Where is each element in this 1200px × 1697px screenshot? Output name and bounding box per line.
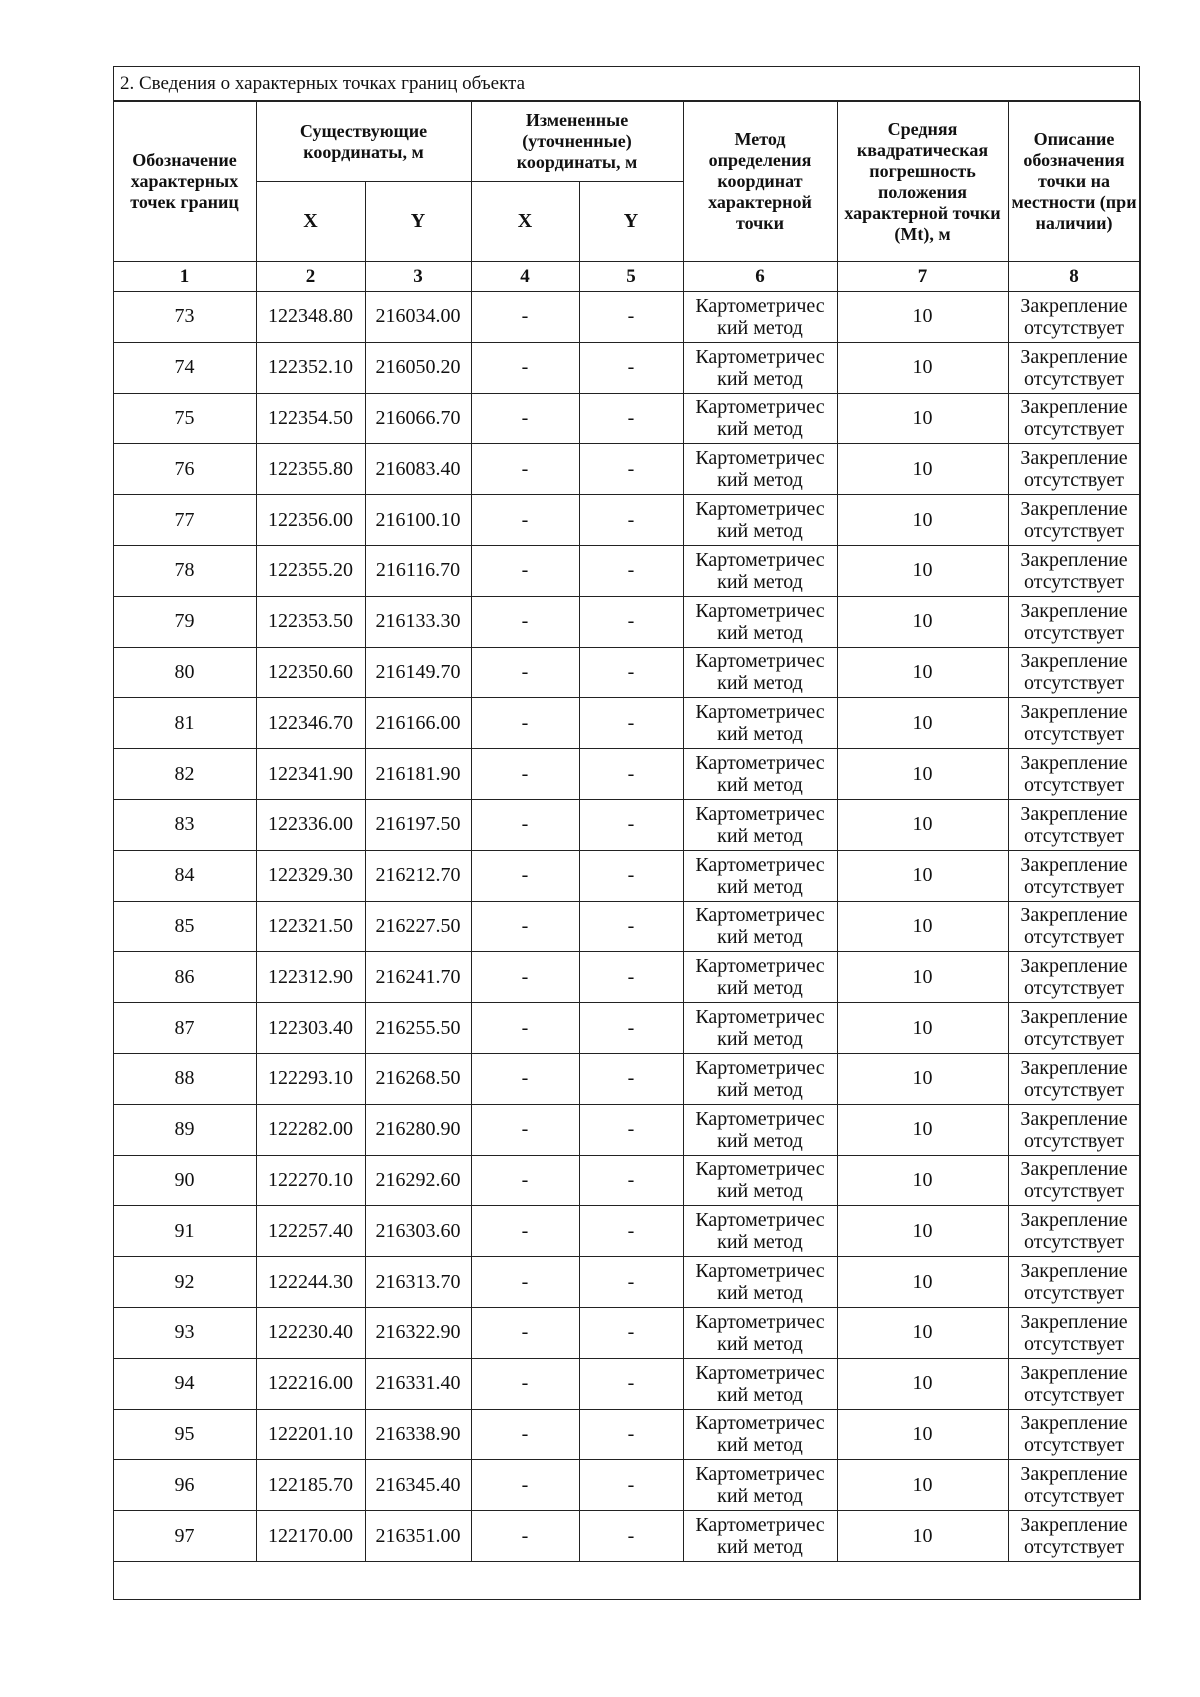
existing-x-cell: 122270.10	[256, 1155, 365, 1206]
changed-y-cell: -	[579, 698, 683, 749]
point-id-cell: 94	[113, 1358, 256, 1409]
error-cell: 10	[837, 698, 1008, 749]
method-cell: Картометричес кий метод	[683, 596, 837, 647]
existing-x-cell: 122216.00	[256, 1358, 365, 1409]
error-cell: 10	[837, 749, 1008, 800]
changed-x-cell: -	[471, 901, 579, 952]
table-row	[113, 1460, 1140, 1511]
existing-x-cell: 122329.30	[256, 850, 365, 901]
table-row	[113, 749, 1140, 800]
changed-x-cell: -	[471, 1511, 579, 1562]
description-cell: Закрепление отсутствует	[1008, 1358, 1140, 1409]
description-cell: Закрепление отсутствует	[1008, 292, 1140, 343]
changed-x-cell: -	[471, 850, 579, 901]
table-row	[113, 1003, 1140, 1054]
existing-y-cell: 216322.90	[365, 1307, 471, 1358]
error-cell: 10	[837, 952, 1008, 1003]
changed-x-cell: -	[471, 342, 579, 393]
description-cell: Закрепление отсутствует	[1008, 901, 1140, 952]
point-id-cell: 89	[113, 1104, 256, 1155]
existing-y-cell: 216066.70	[365, 393, 471, 444]
point-id-cell: 83	[113, 799, 256, 850]
method-cell: Картометричес кий метод	[683, 1104, 837, 1155]
point-id-cell: 92	[113, 1257, 256, 1308]
changed-y-cell: -	[579, 495, 683, 546]
existing-y-cell: 216034.00	[365, 292, 471, 343]
changed-x-cell: -	[471, 1257, 579, 1308]
column-numbers-row	[113, 262, 1140, 292]
point-id-cell: 74	[113, 342, 256, 393]
header-existing-y: Y	[365, 182, 471, 262]
existing-y-cell: 216227.50	[365, 901, 471, 952]
existing-x-cell: 122354.50	[256, 393, 365, 444]
table-row	[113, 1053, 1140, 1104]
changed-y-cell: -	[579, 952, 683, 1003]
table-row	[113, 1358, 1140, 1409]
existing-y-cell: 216303.60	[365, 1206, 471, 1257]
description-cell: Закрепление отсутствует	[1008, 1053, 1140, 1104]
changed-y-cell: -	[579, 799, 683, 850]
changed-x-cell: -	[471, 1358, 579, 1409]
description-cell: Закрепление отсутствует	[1008, 1257, 1140, 1308]
existing-x-cell: 122356.00	[256, 495, 365, 546]
existing-x-cell: 122293.10	[256, 1053, 365, 1104]
method-cell: Картометричес кий метод	[683, 545, 837, 596]
error-cell: 10	[837, 1104, 1008, 1155]
existing-y-cell: 216149.70	[365, 647, 471, 698]
error-cell: 10	[837, 1003, 1008, 1054]
point-id-cell: 73	[113, 292, 256, 343]
error-cell: 10	[837, 1511, 1008, 1562]
description-cell: Закрепление отсутствует	[1008, 1307, 1140, 1358]
existing-y-cell: 216166.00	[365, 698, 471, 749]
description-cell: Закрепление отсутствует	[1008, 850, 1140, 901]
section-title: 2. Сведения о характерных точках границ объекта	[114, 67, 1139, 101]
description-cell: Закрепление отсутствует	[1008, 342, 1140, 393]
existing-y-cell: 216181.90	[365, 749, 471, 800]
changed-y-cell: -	[579, 1003, 683, 1054]
changed-y-cell: -	[579, 1155, 683, 1206]
method-cell: Картометричес кий метод	[683, 393, 837, 444]
error-cell: 10	[837, 1206, 1008, 1257]
existing-x-cell: 122312.90	[256, 952, 365, 1003]
point-id-cell: 91	[113, 1206, 256, 1257]
method-cell: Картометричес кий метод	[683, 1053, 837, 1104]
error-cell: 10	[837, 799, 1008, 850]
description-cell: Закрепление отсутствует	[1008, 393, 1140, 444]
existing-y-cell: 216345.40	[365, 1460, 471, 1511]
description-cell: Закрепление отсутствует	[1008, 952, 1140, 1003]
description-cell: Закрепление отсутствует	[1008, 749, 1140, 800]
method-cell: Картометричес кий метод	[683, 495, 837, 546]
document-sheet	[113, 66, 1140, 1600]
error-cell: 10	[837, 1257, 1008, 1308]
table-row	[113, 596, 1140, 647]
point-id-cell: 97	[113, 1511, 256, 1562]
changed-x-cell: -	[471, 1460, 579, 1511]
method-cell: Картометричес кий метод	[683, 444, 837, 495]
table-row	[113, 901, 1140, 952]
existing-x-cell: 122355.20	[256, 545, 365, 596]
changed-y-cell: -	[579, 1409, 683, 1460]
method-cell: Картометричес кий метод	[683, 342, 837, 393]
table-row	[113, 1206, 1140, 1257]
changed-y-cell: -	[579, 1206, 683, 1257]
table-row	[113, 799, 1140, 850]
existing-y-cell: 216255.50	[365, 1003, 471, 1054]
error-cell: 10	[837, 1307, 1008, 1358]
changed-y-cell: -	[579, 545, 683, 596]
point-id-cell: 81	[113, 698, 256, 749]
description-cell: Закрепление отсутствует	[1008, 799, 1140, 850]
point-id-cell: 85	[113, 901, 256, 952]
table-row	[113, 1257, 1140, 1308]
point-id-cell: 82	[113, 749, 256, 800]
existing-y-cell: 216197.50	[365, 799, 471, 850]
changed-y-cell: -	[579, 393, 683, 444]
error-cell: 10	[837, 444, 1008, 495]
point-id-cell: 80	[113, 647, 256, 698]
column-number: 2	[256, 262, 365, 292]
changed-y-cell: -	[579, 1053, 683, 1104]
existing-x-cell: 122355.80	[256, 444, 365, 495]
existing-y-cell: 216280.90	[365, 1104, 471, 1155]
changed-x-cell: -	[471, 749, 579, 800]
boundary-points-table	[113, 101, 1141, 1600]
method-cell: Картометричес кий метод	[683, 901, 837, 952]
error-cell: 10	[837, 850, 1008, 901]
existing-x-cell: 122346.70	[256, 698, 365, 749]
changed-y-cell: -	[579, 1358, 683, 1409]
existing-x-cell: 122282.00	[256, 1104, 365, 1155]
header-changed-coords: Измененные (уточненные) координаты, м	[471, 102, 683, 182]
existing-x-cell: 122336.00	[256, 799, 365, 850]
header-error: Средняя квадратическая погрешность положения характерной точки (Mt), м	[837, 102, 1008, 262]
existing-x-cell: 122353.50	[256, 596, 365, 647]
existing-y-cell: 216050.20	[365, 342, 471, 393]
error-cell: 10	[837, 647, 1008, 698]
point-id-cell: 86	[113, 952, 256, 1003]
column-number: 8	[1008, 262, 1140, 292]
point-id-cell: 78	[113, 545, 256, 596]
changed-y-cell: -	[579, 1511, 683, 1562]
method-cell: Картометричес кий метод	[683, 1409, 837, 1460]
point-id-cell: 84	[113, 850, 256, 901]
description-cell: Закрепление отсутствует	[1008, 495, 1140, 546]
changed-x-cell: -	[471, 596, 579, 647]
changed-y-cell: -	[579, 901, 683, 952]
changed-x-cell: -	[471, 495, 579, 546]
error-cell: 10	[837, 901, 1008, 952]
existing-y-cell: 216116.70	[365, 545, 471, 596]
table-row	[113, 1104, 1140, 1155]
existing-y-cell: 216292.60	[365, 1155, 471, 1206]
existing-x-cell: 122348.80	[256, 292, 365, 343]
header-changed-x: X	[471, 182, 579, 262]
changed-y-cell: -	[579, 1460, 683, 1511]
header-description: Описание обозначения точки на местности (при наличии)	[1008, 102, 1140, 262]
method-cell: Картометричес кий метод	[683, 1511, 837, 1562]
column-number: 4	[471, 262, 579, 292]
existing-x-cell: 122244.30	[256, 1257, 365, 1308]
error-cell: 10	[837, 495, 1008, 546]
method-cell: Картометричес кий метод	[683, 292, 837, 343]
description-cell: Закрепление отсутствует	[1008, 698, 1140, 749]
changed-y-cell: -	[579, 342, 683, 393]
method-cell: Картометричес кий метод	[683, 1307, 837, 1358]
method-cell: Картометричес кий метод	[683, 1206, 837, 1257]
changed-x-cell: -	[471, 393, 579, 444]
point-id-cell: 79	[113, 596, 256, 647]
changed-x-cell: -	[471, 1053, 579, 1104]
point-id-cell: 87	[113, 1003, 256, 1054]
changed-x-cell: -	[471, 545, 579, 596]
changed-y-cell: -	[579, 596, 683, 647]
description-cell: Закрепление отсутствует	[1008, 1155, 1140, 1206]
error-cell: 10	[837, 545, 1008, 596]
error-cell: 10	[837, 1358, 1008, 1409]
existing-y-cell: 216338.90	[365, 1409, 471, 1460]
existing-x-cell: 122257.40	[256, 1206, 365, 1257]
changed-y-cell: -	[579, 444, 683, 495]
existing-x-cell: 122170.00	[256, 1511, 365, 1562]
point-id-cell: 90	[113, 1155, 256, 1206]
table-row	[113, 647, 1140, 698]
error-cell: 10	[837, 1409, 1008, 1460]
header-method: Метод определения координат характерной точки	[683, 102, 837, 262]
changed-y-cell: -	[579, 1104, 683, 1155]
changed-x-cell: -	[471, 1155, 579, 1206]
changed-x-cell: -	[471, 952, 579, 1003]
table-row	[113, 952, 1140, 1003]
table-row	[113, 292, 1140, 343]
method-cell: Картометричес кий метод	[683, 1460, 837, 1511]
method-cell: Картометричес кий метод	[683, 749, 837, 800]
point-id-cell: 76	[113, 444, 256, 495]
existing-x-cell: 122230.40	[256, 1307, 365, 1358]
method-cell: Картометричес кий метод	[683, 1358, 837, 1409]
table-row	[113, 495, 1140, 546]
table-body	[113, 292, 1140, 1562]
point-id-cell: 88	[113, 1053, 256, 1104]
method-cell: Картометричес кий метод	[683, 850, 837, 901]
existing-y-cell: 216083.40	[365, 444, 471, 495]
error-cell: 10	[837, 596, 1008, 647]
changed-x-cell: -	[471, 1003, 579, 1054]
changed-y-cell: -	[579, 292, 683, 343]
table-row	[113, 545, 1140, 596]
method-cell: Картометричес кий метод	[683, 799, 837, 850]
changed-y-cell: -	[579, 647, 683, 698]
method-cell: Картометричес кий метод	[683, 1003, 837, 1054]
table-row	[113, 393, 1140, 444]
existing-x-cell: 122201.10	[256, 1409, 365, 1460]
header-point-designation: Обозначение характерных точек границ	[113, 102, 256, 262]
changed-x-cell: -	[471, 647, 579, 698]
table-row	[113, 444, 1140, 495]
table-row	[113, 342, 1140, 393]
error-cell: 10	[837, 1053, 1008, 1104]
existing-y-cell: 216133.30	[365, 596, 471, 647]
column-number: 5	[579, 262, 683, 292]
table-row	[113, 698, 1140, 749]
changed-y-cell: -	[579, 749, 683, 800]
empty-footer-row	[113, 1561, 1140, 1599]
description-cell: Закрепление отсутствует	[1008, 444, 1140, 495]
point-id-cell: 77	[113, 495, 256, 546]
error-cell: 10	[837, 342, 1008, 393]
changed-x-cell: -	[471, 1307, 579, 1358]
column-number: 6	[683, 262, 837, 292]
changed-x-cell: -	[471, 1206, 579, 1257]
header-existing-coords: Существующие координаты, м	[256, 102, 471, 182]
changed-x-cell: -	[471, 1409, 579, 1460]
description-cell: Закрепление отсутствует	[1008, 1460, 1140, 1511]
existing-x-cell: 122185.70	[256, 1460, 365, 1511]
description-cell: Закрепление отсутствует	[1008, 647, 1140, 698]
point-id-cell: 95	[113, 1409, 256, 1460]
description-cell: Закрепление отсутствует	[1008, 545, 1140, 596]
table-row	[113, 1155, 1140, 1206]
existing-x-cell: 122350.60	[256, 647, 365, 698]
method-cell: Картометричес кий метод	[683, 952, 837, 1003]
empty-cell	[113, 1561, 1140, 1599]
column-number: 3	[365, 262, 471, 292]
table-row	[113, 1409, 1140, 1460]
existing-y-cell: 216241.70	[365, 952, 471, 1003]
existing-y-cell: 216100.10	[365, 495, 471, 546]
changed-y-cell: -	[579, 1257, 683, 1308]
changed-y-cell: -	[579, 1307, 683, 1358]
point-id-cell: 93	[113, 1307, 256, 1358]
table-row	[113, 1511, 1140, 1562]
changed-y-cell: -	[579, 850, 683, 901]
existing-y-cell: 216351.00	[365, 1511, 471, 1562]
description-cell: Закрепление отсутствует	[1008, 1206, 1140, 1257]
column-number: 1	[113, 262, 256, 292]
existing-x-cell: 122341.90	[256, 749, 365, 800]
table-row	[113, 1307, 1140, 1358]
error-cell: 10	[837, 393, 1008, 444]
changed-x-cell: -	[471, 292, 579, 343]
existing-x-cell: 122321.50	[256, 901, 365, 952]
changed-x-cell: -	[471, 799, 579, 850]
description-cell: Закрепление отсутствует	[1008, 1409, 1140, 1460]
point-id-cell: 96	[113, 1460, 256, 1511]
error-cell: 10	[837, 1460, 1008, 1511]
description-cell: Закрепление отсутствует	[1008, 1104, 1140, 1155]
changed-x-cell: -	[471, 698, 579, 749]
existing-y-cell: 216331.40	[365, 1358, 471, 1409]
existing-y-cell: 216268.50	[365, 1053, 471, 1104]
changed-x-cell: -	[471, 444, 579, 495]
table-row	[113, 850, 1140, 901]
header-existing-x: X	[256, 182, 365, 262]
method-cell: Картометричес кий метод	[683, 1257, 837, 1308]
method-cell: Картометричес кий метод	[683, 647, 837, 698]
method-cell: Картометричес кий метод	[683, 698, 837, 749]
error-cell: 10	[837, 292, 1008, 343]
column-number: 7	[837, 262, 1008, 292]
method-cell: Картометричес кий метод	[683, 1155, 837, 1206]
header-changed-y: Y	[579, 182, 683, 262]
existing-y-cell: 216212.70	[365, 850, 471, 901]
description-cell: Закрепление отсутствует	[1008, 1003, 1140, 1054]
changed-x-cell: -	[471, 1104, 579, 1155]
existing-y-cell: 216313.70	[365, 1257, 471, 1308]
description-cell: Закрепление отсутствует	[1008, 1511, 1140, 1562]
existing-x-cell: 122352.10	[256, 342, 365, 393]
error-cell: 10	[837, 1155, 1008, 1206]
point-id-cell: 75	[113, 393, 256, 444]
existing-x-cell: 122303.40	[256, 1003, 365, 1054]
description-cell: Закрепление отсутствует	[1008, 596, 1140, 647]
